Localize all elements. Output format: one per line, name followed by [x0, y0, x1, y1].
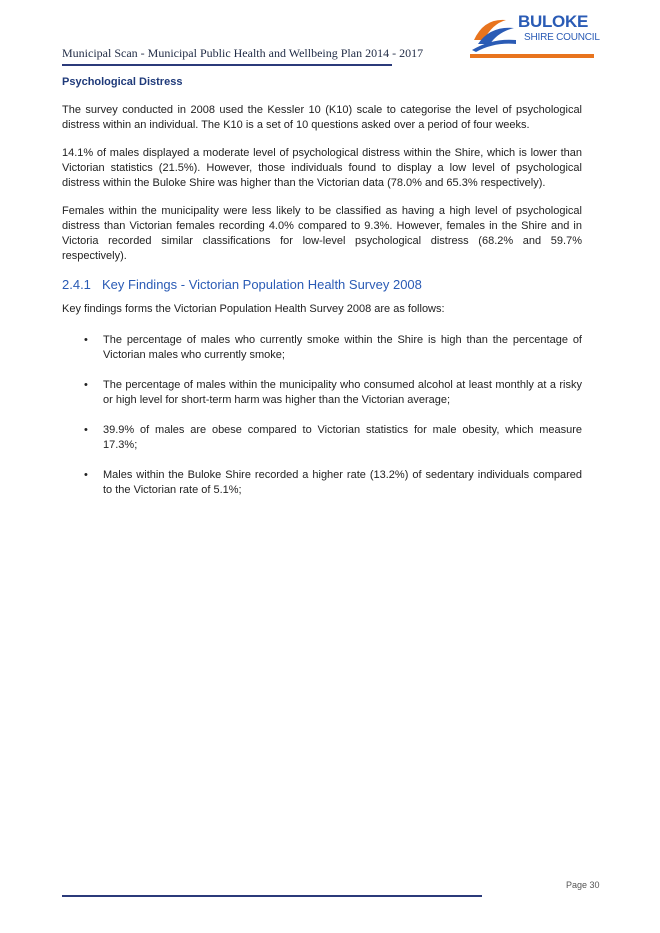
page-content [62, 76, 582, 513]
list-item [62, 468, 582, 498]
list-item-text: Males within the Buloke Shire recorded a higher rate (13.2%) of sedentary individuals compared to the Victorian rate of 5.1%; [103, 469, 582, 496]
list-item [62, 333, 582, 363]
list-item [62, 378, 582, 408]
bullet-icon: • [84, 469, 88, 481]
footer-divider [62, 895, 482, 897]
bullet-icon: • [84, 424, 88, 436]
list-item [62, 423, 582, 453]
logo-emblem-icon [470, 10, 518, 54]
paragraph: The survey conducted in 2008 used the Kessler 10 (K10) scale to categorise the level of psychological distress within an individual. The K10 is a set of 10 questions asked over a period of four weeks. [62, 104, 582, 131]
logo-subtitle: SHIRE COUNCIL [524, 32, 600, 43]
section-heading [62, 277, 582, 292]
page-number: Page 30 [566, 880, 600, 890]
section-number: 2.4.1 [62, 277, 91, 292]
findings-list [62, 333, 582, 498]
logo-underline [470, 54, 594, 58]
header-divider [62, 64, 392, 66]
paragraph: Females within the municipality were less likely to be classified as having a high level of psychological distress than Victorian females recording 4.0% compared to 9.3%. However, females in the Shire and in Victoria recorded similar classifications for low-level psychological distress (68.2% and 59.7% respectively). [62, 205, 582, 262]
list-item-text: The percentage of males who currently smoke within the Shire is high than the percentage of Victorian males who currently smoke; [103, 334, 582, 361]
list-item-text: The percentage of males within the municipality who consumed alcohol at least monthly at a risky or high level for short-term harm was higher than the Victorian average; [103, 379, 582, 406]
list-item-text: 39.9% of males are obese compared to Victorian statistics for male obesity, which measure 17.3%; [103, 424, 582, 451]
bullet-icon: • [84, 334, 88, 346]
paragraph: 14.1% of males displayed a moderate level of psychological distress within the Shire, which is lower than Victorian statistics (21.5%). However, those individuals found to display a low level of psychological distress within the Buloke Shire was higher than the Victorian data (78.0% and 65.3% respectively). [62, 147, 582, 189]
buloke-logo [470, 10, 600, 60]
bullet-icon: • [84, 379, 88, 391]
logo-wordmark: BULOKE [518, 12, 588, 31]
section-subheading: Psychological Distress [62, 76, 183, 88]
document-header-title: Municipal Scan - Municipal Public Health and Wellbeing Plan 2014 - 2017 [62, 46, 424, 60]
section-title: Key Findings - Victorian Population Health Survey 2008 [102, 277, 422, 292]
intro-paragraph: Key findings forms the Victorian Population Health Survey 2008 are as follows: [62, 303, 445, 315]
